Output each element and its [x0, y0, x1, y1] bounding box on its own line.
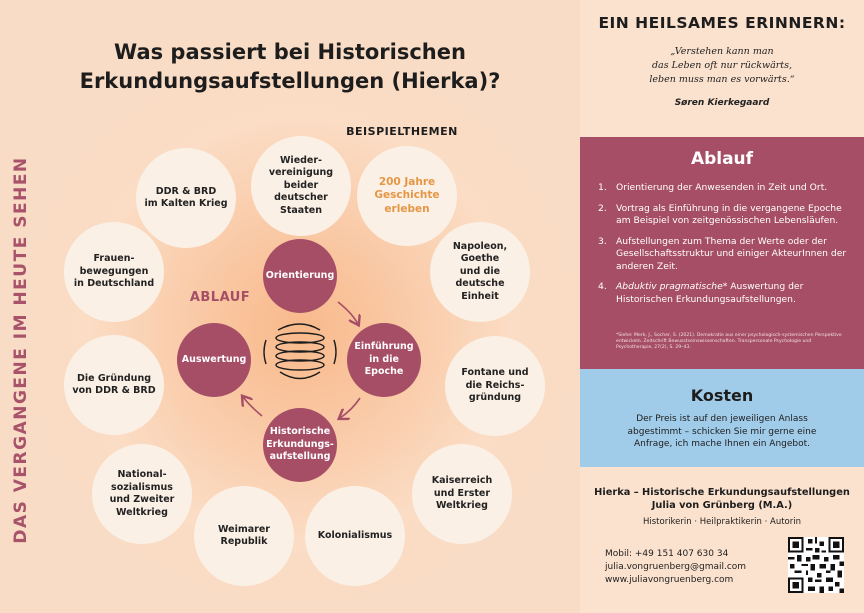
list-text-rest: Auswertung der Historischen Erkundungsaufstellungen.	[616, 281, 804, 305]
theme-circle: Kolonialismus	[305, 486, 405, 586]
theme-circle-highlight: 200 Jahre Geschichte erleben	[357, 146, 457, 246]
footnote: *Siehe: Merk, J., Socher, S. (2021). Demokratie aus einer psychologisch-systemischen Perspektive entwickeln. Zeitschrift Bewusstseinswissenschaften. Transpersonale Psychologie und Psychotherapie, 27(2), S. 29–43.	[616, 333, 842, 351]
cycle-label: ABLAUF	[189, 290, 251, 305]
list-item	[598, 236, 848, 274]
cycle-step-einfuehrung: Einführung in die Epoche	[347, 323, 421, 397]
list-number: 1.	[598, 182, 607, 193]
theme-circle: Weimarer Republik	[194, 486, 294, 586]
list-text: Orientierung der Anwesenden in Zeit und Ort.	[616, 182, 828, 193]
phone-number[interactable]: Mobil: +49 151 407 630 34	[605, 549, 729, 559]
contact-line2: Julia von Grünberg (M.A.)	[651, 500, 793, 511]
contact-title	[580, 486, 864, 512]
theme-circle: National- sozialismus und Zweiter Weltkrieg	[92, 444, 192, 544]
ablauf-list	[598, 182, 848, 314]
list-emphasis: Abduktiv pragmatische*	[616, 281, 728, 292]
kosten-heading: Kosten	[690, 386, 754, 405]
ablauf-heading: Ablauf	[690, 149, 754, 169]
theme-circle: Frauen- bewegungen in Deutschland	[64, 222, 164, 322]
website-link[interactable]: www.juliavongruenberg.com	[605, 575, 734, 585]
list-item	[598, 203, 848, 228]
page-title: Was passiert bei Historischen Erkundungsaufstellungen (Hierka)?	[79, 40, 501, 93]
sidebar-heading: EIN HEILSAMES ERINNERN:	[598, 14, 846, 32]
themes-label: BEISPIELTHEMEN	[346, 125, 458, 138]
theme-circle: Wieder- vereinigung beider deutscher Staaten	[251, 136, 351, 236]
contact-line1: Hierka – Historische Erkundungsaufstellungen	[594, 487, 850, 498]
cycle-step-auswertung: Auswertung	[177, 323, 251, 397]
quote-author: Søren Kierkegaard	[674, 98, 770, 108]
list-number: 2.	[598, 202, 607, 214]
cycle-step-aufstellung: Historische Erkundungs- aufstellung	[263, 408, 337, 482]
list-text: Vortrag als Einführung in die vergangene Epoche am Beispiel von zeitgenössischen Lebensläufen.	[616, 202, 842, 226]
list-number: 4.	[598, 281, 607, 292]
theme-circle: Fontane und die Reichs- gründung	[445, 336, 545, 436]
quote-text: „Verstehen kann man das Leben oft nur rückwärts, leben muss man es vorwärts.“	[649, 46, 795, 85]
ablauf-section	[580, 137, 864, 369]
list-text	[616, 281, 848, 306]
email-link[interactable]: julia.vongruenberg@gmail.com	[605, 562, 747, 572]
contact-info	[605, 548, 746, 587]
cycle-step-orientierung: Orientierung	[263, 239, 337, 313]
contact-role: Historikerin · Heilpraktikerin · Autorin	[642, 517, 801, 527]
qr-code-icon[interactable]	[788, 537, 844, 593]
list-item	[598, 182, 848, 195]
theme-circle: Napoleon, Goethe und die deutsche Einheit	[430, 222, 530, 322]
vertical-slogan: DAS VERGANGENE IM HEUTE SEHEN	[11, 156, 31, 544]
list-number: 3.	[598, 235, 607, 247]
theme-circle: Die Gründung von DDR & BRD	[64, 335, 164, 435]
theme-circle: Kaiserreich und Erster Weltkrieg	[412, 444, 512, 544]
kosten-text: Der Preis ist auf den jeweiligen Anlass abgestimmt – schicken Sie mir gerne eine Anfrage, ich mache Ihnen ein Angebot.	[627, 414, 817, 449]
kosten-section	[580, 369, 864, 467]
list-item	[598, 281, 848, 306]
theme-circle: DDR & BRD im Kalten Krieg	[136, 148, 236, 248]
spiral-icon	[264, 324, 336, 379]
list-text: Aufstellungen zum Thema der Werte oder der Gesellschaftsstruktur und einiger AkteurInnen der anderen Zeit.	[616, 235, 847, 272]
